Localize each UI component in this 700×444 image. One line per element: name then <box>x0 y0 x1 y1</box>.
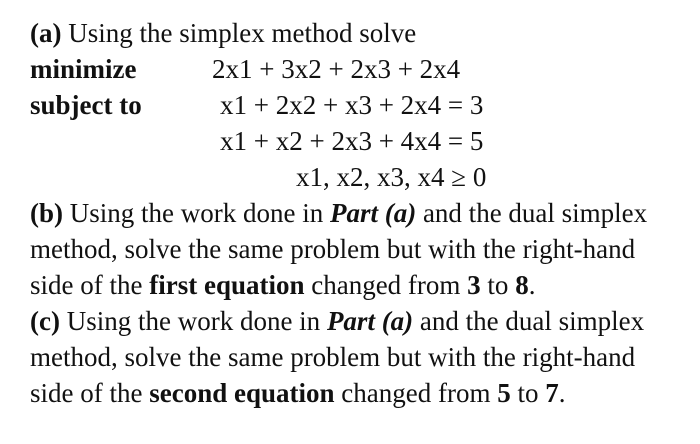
part-c-emph: second equation <box>149 378 335 408</box>
part-a-intro: Using the simplex method solve <box>61 18 417 48</box>
part-b-line-3-pre: side of the <box>30 270 150 300</box>
minimize-keyword: minimize <box>30 54 137 84</box>
part-c-from-value: 5 <box>497 378 511 408</box>
part-c-line-1 <box>30 306 644 336</box>
constraint-2: x1 + x2 + 2x3 + 4x4 = 5 <box>220 126 484 156</box>
part-b-line-3-mid: changed from <box>304 270 468 300</box>
part-b-text-1: Using the work done in <box>63 198 330 228</box>
part-c-to-value: 7 <box>545 378 559 408</box>
part-c-label: (c) <box>30 306 60 336</box>
constraint-1: x1 + 2x2 + x3 + 2x4 = 3 <box>220 90 484 120</box>
part-b-text-2: and the dual simplex <box>416 198 648 228</box>
part-c-to-word: to <box>510 378 546 408</box>
part-c-line-3-pre: side of the <box>30 378 150 408</box>
part-c-text-2: and the dual simplex <box>413 306 645 336</box>
part-b-label: (b) <box>30 198 63 228</box>
part-b-period: . <box>528 270 536 300</box>
part-c-ref: Part (a) <box>326 306 414 336</box>
part-b-from-value: 3 <box>467 270 481 300</box>
part-b-to-value: 8 <box>515 270 529 300</box>
part-c-period: . <box>558 378 566 408</box>
part-a-heading <box>30 18 416 48</box>
part-a-label: (a) <box>30 18 62 48</box>
part-b-line-1 <box>30 198 647 228</box>
part-c-line-2: method, solve the same problem but with the right-hand <box>30 342 636 372</box>
objective-function: 2x1 + 3x2 + 2x3 + 2x4 <box>212 54 461 84</box>
part-c-line-3 <box>30 378 565 408</box>
nonnegativity-constraint: x1, x2, x3, x4 ≥ 0 <box>296 162 487 192</box>
part-b-line-2: method, solve the same problem but with the right-hand <box>30 234 636 264</box>
part-c-line-3-mid: changed from <box>334 378 498 408</box>
part-b-to-word: to <box>480 270 516 300</box>
subject-to-keyword: subject to <box>30 90 142 120</box>
part-b-ref: Part (a) <box>329 198 417 228</box>
part-b-line-3 <box>30 270 535 300</box>
part-b-emph: first equation <box>149 270 305 300</box>
part-c-text-1: Using the work done in <box>59 306 327 336</box>
